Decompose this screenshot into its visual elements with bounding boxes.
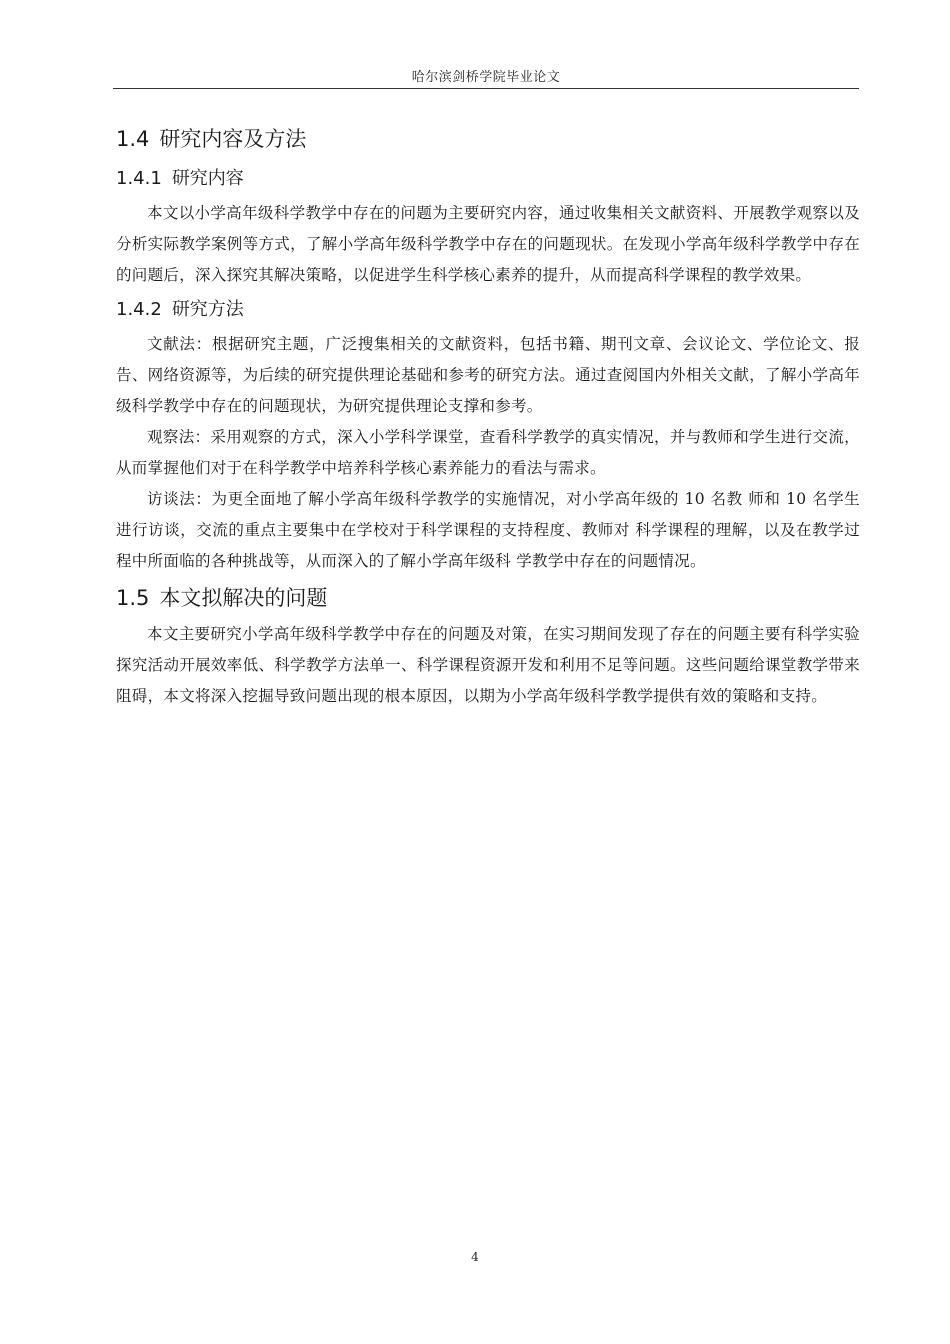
section-title: 本文拟解决的问题: [159, 586, 328, 610]
subsection-title: 研究方法: [171, 299, 244, 320]
section-number: 1.5: [116, 586, 150, 610]
section-heading-1-5: [116, 577, 860, 619]
subsection-heading-1-4-2: [116, 291, 860, 329]
paragraph-research-content: 本文以小学高年级科学教学中存在的问题为主要研究内容，通过收集相关文献资料、开展教学观察以及分析实际教学案例等方式，了解小学高年级科学教学中存在的问题现状。在发现小学高年级科学教学中存在的问题后，深入探究其解决策略，以促进学生科学核心素养的提升，从而提高科学课程的教学效果。: [116, 204, 860, 284]
header-rule: [113, 88, 859, 89]
paragraph-problems: 本文主要研究小学高年级科学教学中存在的问题及对策，在实习期间发现了存在的问题主要有科学实验探究活动开展效率低、科学教学方法单一、科学课程资源开发和利用不足等问题。这些问题给课堂教学带来阻碍，本文将深入挖掘导致问题出现的根本原因，以期为小学高年级科学教学提供有效的策略和支持。: [116, 625, 860, 705]
running-header: 哈尔滨剑桥学院毕业论文: [411, 70, 561, 85]
page-number: 4: [471, 1250, 479, 1264]
paragraph-observation-method: 观察法：采用观察的方式，深入小学科学课堂，查看科学教学的真实情况，并与教师和学生进行交流，从而掌握他们对于在科学教学中培养科学核心素养能力的看法与需求。: [116, 428, 860, 477]
subsection-heading-1-4-1: [116, 160, 860, 198]
section-title: 研究内容及方法: [159, 127, 307, 151]
paragraph-literature-method: 文献法：根据研究主题，广泛搜集相关的文献资料，包括书籍、期刊文章、会议论文、学位论文、报告、网络资源等，为后续的研究提供理论基础和参考的研究方法。通过查阅国内外相关文献，了解小学高年级科学教学中存在的问题现状，为研究提供理论支撑和参考。: [116, 335, 860, 415]
paragraph-interview-method: 访谈法：为更全面地了解小学高年级科学教学的实施情况，对小学高年级的 10 名教 师和 10 名学生进行访谈，交流的重点主要集中在学校对于科学课程的支持程度、教师对 科学课程的理解，以及在教学过程中所面临的各种挑战等，从而深入的了解小学高年级科 学教学中存在的问题情况。: [116, 490, 860, 570]
subsection-number: 1.4.2: [116, 299, 162, 320]
section-heading-1-4: [116, 118, 860, 160]
subsection-number: 1.4.1: [116, 168, 162, 189]
page-content: [116, 118, 860, 712]
section-number: 1.4: [116, 127, 150, 151]
subsection-title: 研究内容: [171, 168, 244, 189]
